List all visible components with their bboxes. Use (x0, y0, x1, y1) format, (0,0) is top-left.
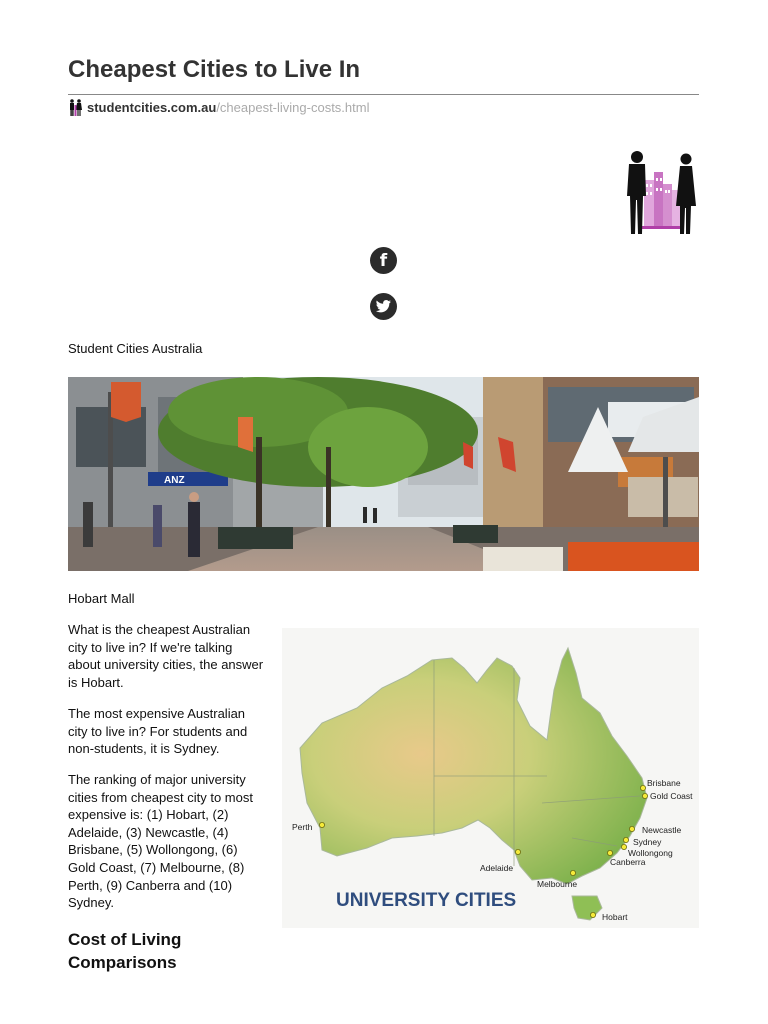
sydney-marker (623, 837, 628, 842)
title-divider (68, 94, 699, 95)
newcastle-marker (629, 826, 634, 831)
page-title: Cheapest Cities to Live In (68, 56, 361, 83)
canberra-label: Canberra (610, 857, 646, 867)
wollongong-label: Wollongong (628, 848, 673, 858)
url-path: /cheapest-living-costs.html (216, 100, 370, 115)
ranking-paragraph: The ranking of major university cities from cheapest city to most expensive is: (1) Hobart, (2) Adelaide, (3) Newcastle, (4) Brisbane, (5) Wollongong, (6) Gold Coast, (7) Melbourne, (8) Perth, (9) Canberra and (10) Sydney. (68, 772, 253, 911)
section-heading: Cost of Living Comparisons (68, 930, 182, 972)
australia-university-cities-map (282, 628, 699, 928)
brisbane-marker (640, 785, 645, 790)
expensive-city-paragraph: The most expensive Australian city to live in? For students and non-students, it is Sydney. (68, 706, 248, 757)
newcastle-label: Newcastle (642, 825, 682, 835)
melbourne-marker (570, 870, 575, 875)
adelaide-label: Adelaide (480, 863, 514, 873)
student-cities-logo (620, 150, 702, 236)
hobart-mall-photo (68, 377, 699, 571)
facebook-share-button[interactable]: f (370, 247, 397, 274)
twitter-bird-icon (376, 300, 391, 313)
photo-caption: Hobart Mall (68, 591, 135, 606)
hobart-marker (590, 912, 595, 917)
anz-sign: ANZ (164, 475, 185, 486)
adelaide-marker (515, 849, 520, 854)
perth-marker (319, 822, 324, 827)
intro-paragraph: What is the cheapest Australian city to live in? If we're talking about university cities, the answer is Hobart. (68, 622, 264, 690)
gold-coast-label: Gold Coast (650, 791, 693, 801)
sydney-label: Sydney (633, 837, 662, 847)
map-title: UNIVERSITY CITIES (336, 890, 517, 911)
url-domain: studentcities.com.au (87, 100, 217, 115)
student-silhouettes-icon (68, 99, 83, 116)
hobart-label: Hobart (602, 912, 628, 922)
perth-label: Perth (292, 822, 313, 832)
gold-coast-marker (642, 793, 647, 798)
canberra-marker (607, 850, 612, 855)
source-url[interactable] (68, 99, 369, 116)
melbourne-label: Melbourne (537, 879, 578, 889)
twitter-share-button[interactable] (370, 293, 397, 320)
brisbane-label: Brisbane (647, 778, 681, 788)
site-name: Student Cities Australia (68, 341, 203, 356)
wollongong-marker (621, 844, 626, 849)
